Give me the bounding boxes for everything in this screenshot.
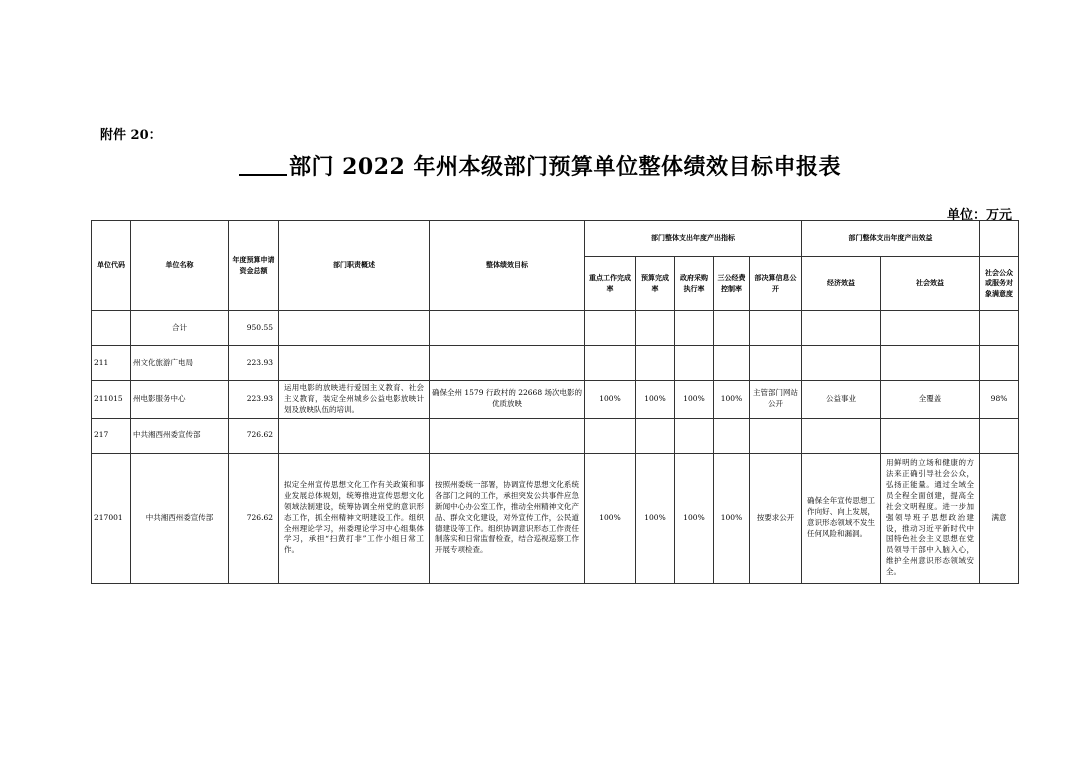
header-procurement: 政府采购执行率 xyxy=(675,257,714,311)
cell-budget-rate xyxy=(636,418,675,453)
cell-key xyxy=(585,346,636,381)
header-social: 社会效益 xyxy=(881,257,980,311)
cell-key xyxy=(585,418,636,453)
cell-key: 100% xyxy=(585,453,636,583)
cell-amount: 223.93 xyxy=(229,346,279,381)
title-blank-line xyxy=(239,152,287,176)
cell-code xyxy=(92,311,131,346)
cell-disclose xyxy=(750,418,802,453)
table-row xyxy=(92,418,1019,453)
cell-disclose xyxy=(750,311,802,346)
cell-econ xyxy=(802,311,881,346)
cell-key xyxy=(585,311,636,346)
cell-code: 217 xyxy=(92,418,131,453)
header-economic: 经济效益 xyxy=(802,257,881,311)
header-budget-rate: 预算完成率 xyxy=(636,257,675,311)
cell-goal: 确保全州 1579 行政村的 22668 场次电影的优质放映 xyxy=(430,381,585,419)
cell-name: 州电影服务中心 xyxy=(131,381,229,419)
cell-procure: 100% xyxy=(675,453,714,583)
cell-satis xyxy=(980,418,1019,453)
cell-amount: 223.93 xyxy=(229,381,279,419)
cell-satis: 98% xyxy=(980,381,1019,419)
header-row-1 xyxy=(92,221,1019,257)
cell-social xyxy=(881,346,980,381)
header-goal: 整体绩效目标 xyxy=(430,221,585,311)
cell-social: 用鲜明的立场和健康的方法来正确引导社会公众，弘扬正能量。通过全域全员全程全面创建，提高全社会文明程度。进一步加强领导班子思想政治建设，推动习近平新时代中国特色社会主义思想在党员领导干部中入脑入心，维护全州意识形态领域安全。 xyxy=(881,453,980,583)
cell-econ xyxy=(802,418,881,453)
cell-econ: 确保全年宣传思想工作向好、向上发展，意识形态领域不发生任何风险和漏洞。 xyxy=(802,453,881,583)
cell-amount: 726.62 xyxy=(229,418,279,453)
page-title xyxy=(0,150,1080,181)
cell-three: 100% xyxy=(714,453,750,583)
cell-satis xyxy=(980,346,1019,381)
cell-amount: 726.62 xyxy=(229,453,279,583)
cell-code: 217001 xyxy=(92,453,131,583)
cell-procure xyxy=(675,418,714,453)
cell-duties xyxy=(279,418,430,453)
cell-econ: 公益事业 xyxy=(802,381,881,419)
cell-duties xyxy=(279,346,430,381)
table-row xyxy=(92,346,1019,381)
cell-code: 211015 xyxy=(92,381,131,419)
cell-satis xyxy=(980,311,1019,346)
header-duties: 部门职责概述 xyxy=(279,221,430,311)
cell-budget-rate: 100% xyxy=(636,453,675,583)
cell-name: 合计 xyxy=(131,311,229,346)
performance-table xyxy=(91,220,1019,584)
table-row xyxy=(92,453,1019,583)
cell-procure xyxy=(675,346,714,381)
cell-disclose xyxy=(750,346,802,381)
page-title-text: 部门 2022 年州本级部门预算单位整体绩效目标申报表 xyxy=(288,154,842,180)
header-three-public: 三公经费控制率 xyxy=(714,257,750,311)
cell-budget-rate: 100% xyxy=(636,381,675,419)
cell-goal xyxy=(430,346,585,381)
header-unit-name: 单位名称 xyxy=(131,221,229,311)
cell-name: 州文化旅游广电局 xyxy=(131,346,229,381)
header-unit-code: 单位代码 xyxy=(92,221,131,311)
cell-three xyxy=(714,418,750,453)
unit-label: 单位：万元 xyxy=(946,208,1012,223)
header-satisfaction: 社会公众或服务对象满意度 xyxy=(980,257,1019,311)
cell-name: 中共湘西州委宣传部 xyxy=(131,453,229,583)
header-disclosure: 部决算信息公开 xyxy=(750,257,802,311)
header-blank xyxy=(980,221,1019,257)
cell-key: 100% xyxy=(585,381,636,419)
cell-name: 中共湘西州委宣传部 xyxy=(131,418,229,453)
cell-duties: 拟定全州宣传思想文化工作有关政策和事业发展总体规划，统筹推进宣传思想文化领域法制建设，统筹协调全州党的意识形态工作，抓全州精神文明建设工作。组织全州理论学习，州委理论学习中心组集体学习，承担“扫黄打非”工作小组日常工作。 xyxy=(279,453,430,583)
header-output-group: 部门整体支出年度产出指标 xyxy=(585,221,802,257)
header-benefit-group: 部门整体支出年度产出效益 xyxy=(802,221,980,257)
cell-social xyxy=(881,311,980,346)
cell-duties xyxy=(279,311,430,346)
cell-disclose: 主管部门网站公开 xyxy=(750,381,802,419)
cell-budget-rate xyxy=(636,346,675,381)
attachment-label: 附件 20： xyxy=(100,128,162,143)
cell-three xyxy=(714,346,750,381)
cell-three xyxy=(714,311,750,346)
header-key-work: 重点工作完成率 xyxy=(585,257,636,311)
table-row xyxy=(92,381,1019,419)
cell-amount: 950.55 xyxy=(229,311,279,346)
cell-disclose: 按要求公开 xyxy=(750,453,802,583)
cell-procure: 100% xyxy=(675,381,714,419)
cell-three: 100% xyxy=(714,381,750,419)
cell-social xyxy=(881,418,980,453)
table-row xyxy=(92,311,1019,346)
cell-code: 211 xyxy=(92,346,131,381)
cell-goal: 按照州委统一部署，协调宣传思想文化系统各部门之间的工作，承担突发公共事件应急新闻中心办公室工作，推动全州精神文化产品、群众文化建设，对外宣传工作，公民道德建设等工作。组织协调意识形态工作责任制落实和日常监督检查，结合巡视巡察工作开展专项检查。 xyxy=(430,453,585,583)
cell-procure xyxy=(675,311,714,346)
cell-social: 全覆盖 xyxy=(881,381,980,419)
cell-goal xyxy=(430,311,585,346)
cell-satis: 满意 xyxy=(980,453,1019,583)
cell-goal xyxy=(430,418,585,453)
header-budget: 年度预算申请资金总额 xyxy=(229,221,279,311)
cell-econ xyxy=(802,346,881,381)
cell-duties: 运用电影的放映进行爱国主义教育、社会主义教育，装定全州城乡公益电影放映计划及放映队伍的培训。 xyxy=(279,381,430,419)
cell-budget-rate xyxy=(636,311,675,346)
